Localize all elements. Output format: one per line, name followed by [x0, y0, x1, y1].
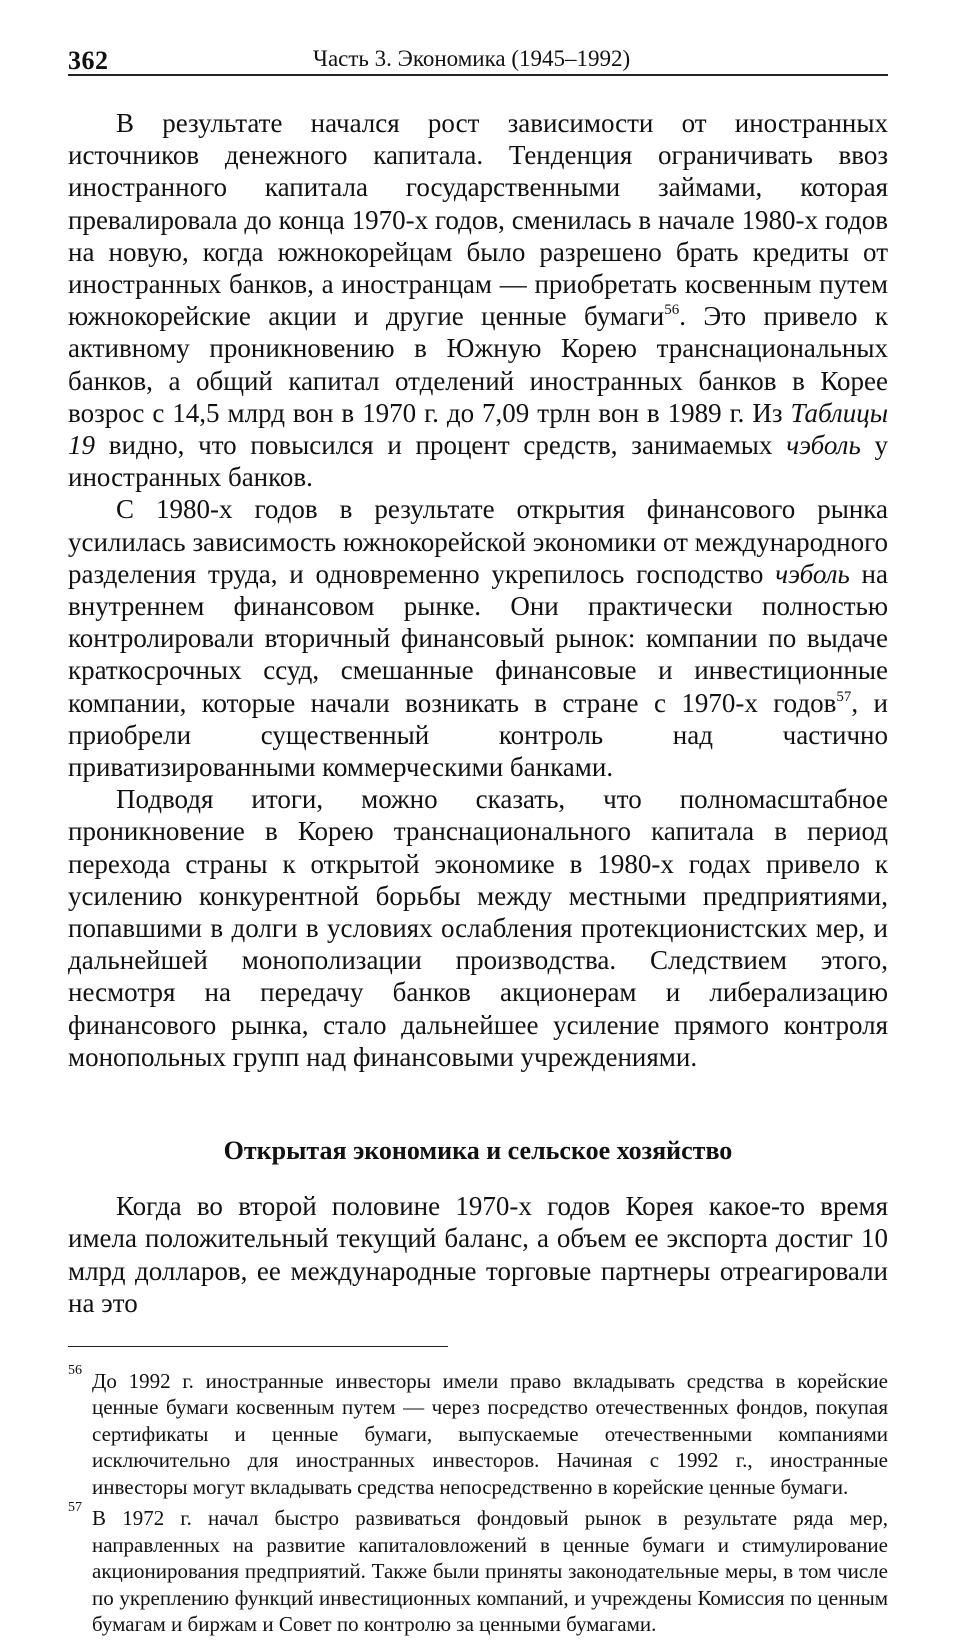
footnote-number: 56	[68, 1362, 82, 1378]
book-page	[68, 34, 888, 1643]
paragraph	[68, 783, 888, 1073]
italic-term: чэболь	[775, 558, 850, 589]
footnotes	[68, 1362, 888, 1638]
footnote-number: 57	[68, 1500, 82, 1516]
footnote	[68, 1362, 888, 1501]
paragraph	[68, 493, 888, 783]
footnote-text: До 1992 г. иностранные инвесторы имели право вкладывать средства в корейские ценные бумаги косвенным путем — через посредство отечественных фондов, покупая сертификаты и ценные бумаги, выпускаемые отечественными компаниями исключительно для иностранных инвесторов. Начиная с 1992 г., иностранные инвесторы могут вкладывать средства непосредственно в корейские ценные бумаги.	[92, 1368, 888, 1499]
paragraph-text: Подводя итоги, можно сказать, что полномасштабное проникновение в Корею транснационального капитала в период перехода страны к открытой экономике в 1980-х годах привело к усилению конкурентной борьбы между местными предприятиями, попавшими в долги в условиях ослабления протекционистских мер, и дальнейшей монополизации производства. Следствием этого, несмотря на передачу банков акционерам и либерализацию финансового рынка, стало дальнейшее усиление прямого контроля монопольных групп над финансовыми учреждениями.	[68, 784, 888, 1072]
footnote-divider	[68, 1346, 448, 1347]
italic-term: чэболь	[786, 430, 861, 461]
paragraph-text: видно, что повысился и процент средств, занимаемых	[95, 430, 787, 461]
paragraph-text: В результате начался рост зависимости от иностранных источников денежного капитала. Тенденция ограничивать ввоз иностранного капитала государственными займами, которая превалировала до конца 1970-х годов, сменилась в начале 1980-х годов на новую, когда южнокорейцам было разрешено брать кредиты от иностранных банков, а иностранцам — приобретать косвенным путем южнокорейские акции и другие ценные бумаги	[68, 108, 888, 332]
footnote-reference: 56	[664, 302, 680, 319]
running-header	[68, 34, 888, 76]
paragraph-text: у иностранных банков.	[68, 430, 888, 493]
section-heading: Открытая экономика и сельское хозяйство	[223, 1136, 733, 1166]
page-number: 362	[68, 46, 109, 75]
paragraph-text: С 1980-х годов в результате открытия финансового рынка усилилась зависимость южнокорейской экономики от международного разделения труда, и одновременно укрепилось господство	[68, 494, 888, 589]
paragraph	[68, 1190, 888, 1319]
footnote-text: В 1972 г. начал быстро развиваться фондовый рынок в результате ряда мер, направленных на развитие капиталовложений в ценные бумаги и стимулирование акционирования предприятий. Также были приняты законодательные меры, в том числе по укреплению функций инвестиционных компаний, и учреждены Комиссия по ценным бумагам и биржам и Совет по контролю за ценными бумагами.	[92, 1506, 888, 1637]
footnote-reference: 57	[836, 688, 852, 705]
paragraph-text: Когда во второй половине 1970-х годов Корея какое-то время имела положительный текущий баланс, а объем ее экспорта достиг 10 млрд долларов, ее международные торговые партнеры отреагировали на это	[68, 1191, 888, 1318]
footnote	[68, 1500, 888, 1638]
running-title: Часть 3. Экономика (1945–1992)	[313, 46, 631, 71]
paragraph-text: , и приобрели существенный контроль над частично приватизированными коммерческими банками.	[68, 687, 888, 783]
paragraph-text: на внутреннем финансовом рынке. Они практически полностью контролировали вторичный финансовый рынок: компании по выдаче краткосрочных ссуд, смешанные финансовые и инвестиционные компании, которые начали возникать в стране с 1970-х годов	[68, 558, 888, 718]
paragraph	[68, 107, 888, 493]
main-text	[68, 107, 888, 1319]
paragraph-text: . Это привело к активному проникновению в Южную Корею транснациональных банков, а общий капитал отделений иностранных банков в Корее возрос с 14,5 млрд вон в 1970 г. до 7,09 трлн вон в 1989 г. Из	[68, 301, 888, 428]
table-reference: Таблицы 19	[68, 397, 888, 461]
